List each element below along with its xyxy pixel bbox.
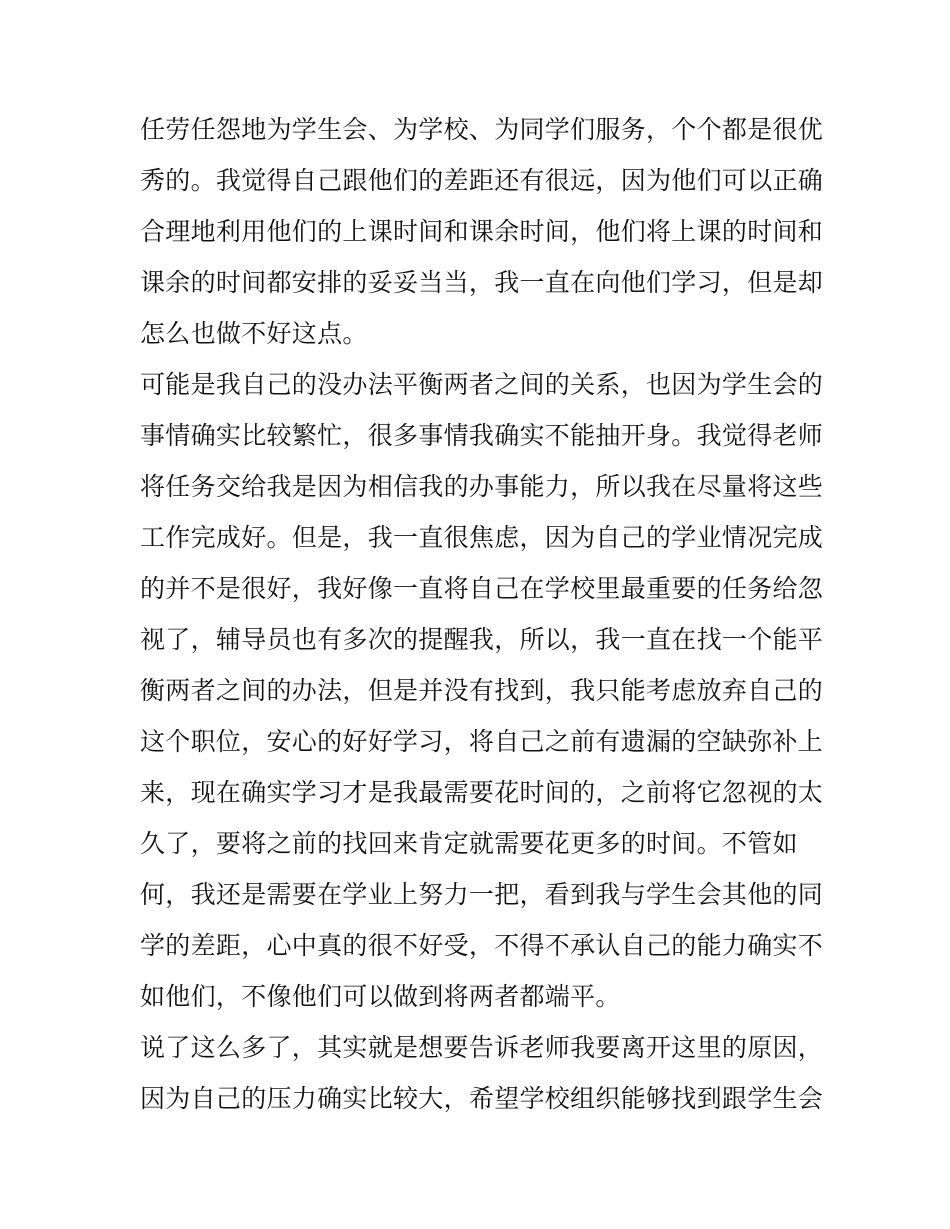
text-line: 将任务交给我是因为相信我的办事能力，所以我在尽量将这些 [140, 472, 824, 501]
text-line: 的并不是很好，我好像一直将自己在学校里最重要的任务给忽 [140, 574, 824, 603]
text-line: 学的差距，心中真的很不好受，不得不承认自己的能力确实不 [140, 931, 824, 960]
text-line: 衡两者之间的办法，但是并没有找到，我只能考虑放弃自己的 [140, 676, 824, 705]
text-line: 因为自己的压力确实比较大，希望学校组织能够找到跟学生会 [140, 1084, 824, 1113]
text-line: 如他们，不像他们可以做到将两者都端平。 [140, 982, 621, 1011]
text-line: 视了，辅导员也有多次的提醒我，所以，我一直在找一个能平 [140, 625, 824, 654]
text-line: 久了，要将之前的找回来肯定就需要花更多的时间。不管如 [140, 829, 798, 858]
text-line: 秀的。我觉得自己跟他们的差距还有很远，因为他们可以正确 [140, 166, 824, 195]
text-line: 何，我还是需要在学业上努力一把，看到我与学生会其他的同 [140, 880, 824, 909]
text-line: 事情确实比较繁忙，很多事情我确实不能抽开身。我觉得老师 [140, 421, 824, 450]
text-line: 工作完成好。但是，我一直很焦虑，因为自己的学业情况完成 [140, 523, 824, 552]
text-line: 任劳任怨地为学生会、为学校、为同学们服务，个个都是很优 [140, 115, 824, 144]
text-line: 怎么也做不好这点。 [140, 319, 368, 348]
text-line: 合理地利用他们的上课时间和课余时间，他们将上课的时间和 [140, 217, 824, 246]
text-line: 可能是我自己的没办法平衡两者之间的关系，也因为学生会的 [140, 370, 824, 399]
text-line: 课余的时间都安排的妥妥当当，我一直在向他们学习，但是却 [140, 268, 824, 297]
text-line: 来，现在确实学习才是我最需要花时间的，之前将它忽视的太 [140, 778, 824, 807]
document-body [140, 104, 824, 1124]
text-line: 说了这么多了，其实就是想要告诉老师我要离开这里的原因， [140, 1033, 824, 1062]
text-line: 这个职位，安心的好好学习，将自己之前有遗漏的空缺弥补上 [140, 727, 824, 756]
